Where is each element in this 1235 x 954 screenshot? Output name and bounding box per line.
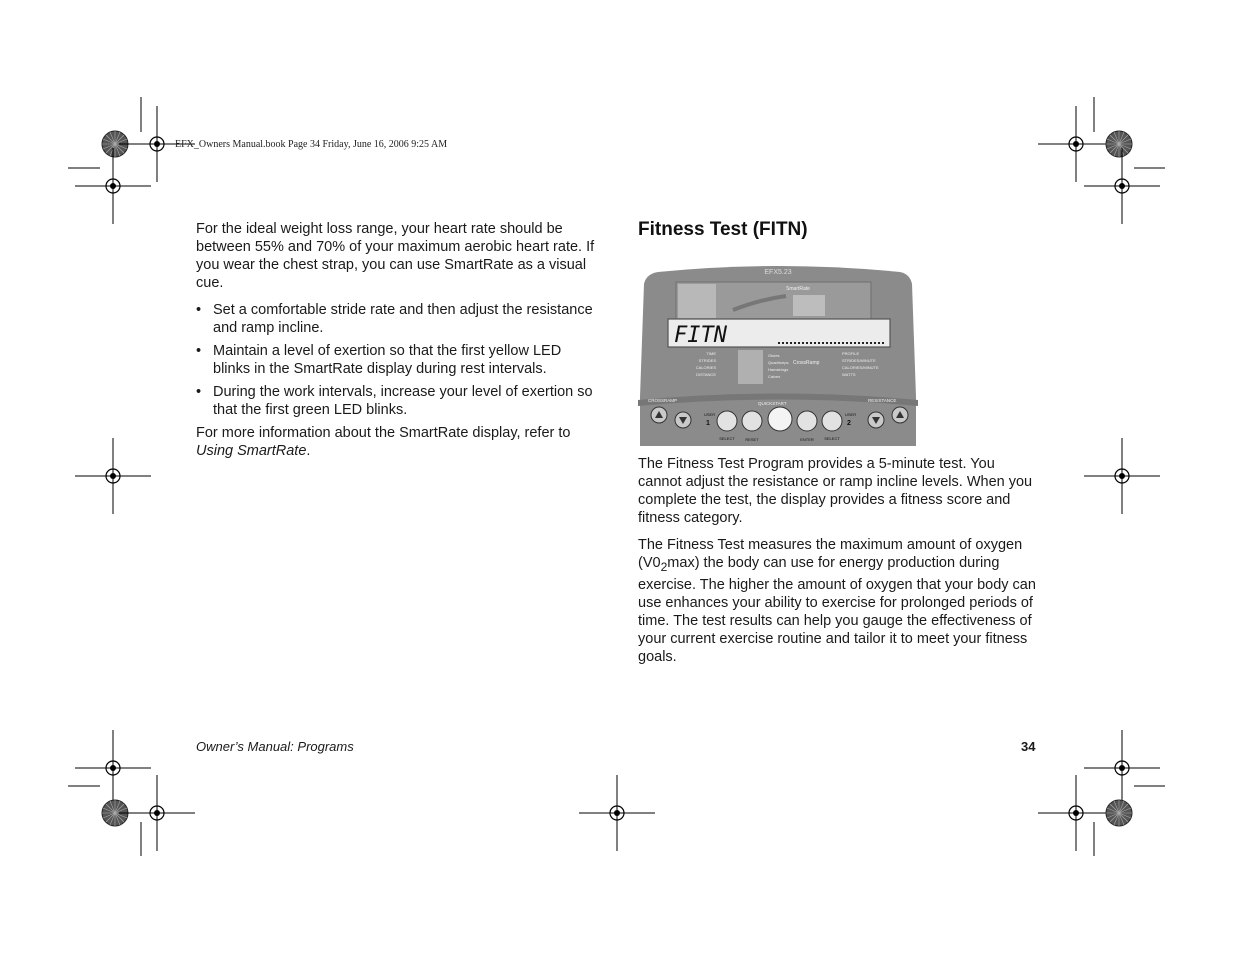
stat-label: CALORIES xyxy=(695,365,716,370)
reset-button[interactable] xyxy=(742,411,762,431)
muscle-label: Calves xyxy=(768,374,781,379)
caution-label xyxy=(678,284,716,318)
bullet-icon: • xyxy=(196,302,202,318)
resistance-label: RESISTANCE xyxy=(868,398,897,403)
fitness-test-description: The Fitness Test Program provides a 5-minute test. You cannot adjust the resistance or ramp incline levels. When you complete the test, the display provides a fitness score and fitness category. xyxy=(638,456,1033,526)
section-heading: Fitness Test (FITN) xyxy=(638,219,808,240)
crossramp-label: CROSSRAMP xyxy=(648,398,678,403)
bullet-text: Set a comfortable stride rate and then adjust the resistance and ramp incline. xyxy=(213,302,593,336)
muscle-label: Glutes xyxy=(768,353,780,358)
quickstart-button[interactable] xyxy=(768,407,792,431)
list-item xyxy=(196,342,601,378)
enter-button[interactable] xyxy=(797,411,817,431)
smartrate-reference-link[interactable]: Using SmartRate xyxy=(196,443,307,459)
outro-paragraph xyxy=(196,424,601,460)
quickstart-label: QUICKSTART xyxy=(758,401,787,406)
user2-label: USER xyxy=(845,412,857,417)
book-file-header: EFX_Owners Manual.book Page 34 Friday, June 16, 2006 9:25 AM xyxy=(175,139,448,150)
list-item xyxy=(196,301,601,337)
select-left-label: SELECT xyxy=(719,436,735,441)
outro-text: For more information about the SmartRate display, refer to xyxy=(196,425,571,441)
stat-label: TIME xyxy=(706,351,716,356)
smartrate-readout xyxy=(793,295,825,316)
bullet-text: During the work intervals, increase your level of exertion so that the first green LED blinks. xyxy=(213,384,593,418)
bullet-icon: • xyxy=(196,384,202,400)
select-right-label: SELECT xyxy=(824,436,840,441)
vo2-text-start: The Fitness Test measures the maximum amount of oxygen (V0 xyxy=(638,537,1023,571)
user2-number: 2 xyxy=(847,420,851,427)
select-right-button[interactable] xyxy=(822,411,842,431)
muscle-label: Hamstrings xyxy=(768,367,789,372)
tips-list xyxy=(196,301,601,419)
smartrate-label: SmartRate xyxy=(786,286,810,292)
vo2-text-end: max) the body can use for energy production during exercise. The higher the amount of oxygen that your body can use enhances your ability to exercise for prolonged periods of time. The test results can help you gauge the effectiveness of your current exercise routine and tailor it to meet your fitness goals. xyxy=(638,555,1036,665)
page-number: 34 xyxy=(1021,739,1036,754)
enter-label: ENTER xyxy=(800,437,814,442)
intro-paragraph: For the ideal weight loss range, your heart rate should be between 55% and 70% of your maximum aerobic heart rate. If you wear the chest strap, you can use SmartRate as a visual cue. xyxy=(196,221,595,291)
stat-label: CALORIES/MINUTE xyxy=(842,365,879,370)
muscle-figure xyxy=(738,350,763,384)
vo2max-paragraph xyxy=(638,536,1038,666)
bullet-text: Maintain a level of exertion so that the first yellow LED blinks in the SmartRate display during rest intervals. xyxy=(213,343,562,377)
console-illustration xyxy=(638,262,918,446)
select-left-button[interactable] xyxy=(717,411,737,431)
stat-label: PROFILE xyxy=(842,351,860,356)
console-model: EFX5.23 xyxy=(764,269,792,276)
bullet-icon: • xyxy=(196,343,202,359)
vo2-subscript: 2 xyxy=(660,559,668,574)
crossramp-logo: CrossRamp xyxy=(793,360,820,366)
reset-label: RESET xyxy=(745,437,759,442)
stat-label: DISTANCE xyxy=(696,372,716,377)
muscle-label: Quadriceps xyxy=(768,360,789,365)
user1-number: 1 xyxy=(706,420,710,427)
left-column xyxy=(196,220,601,469)
footer-section-title: Owner’s Manual: Programs xyxy=(196,739,354,754)
stat-label: STRIDES/MINUTE xyxy=(842,358,876,363)
user1-label: USER xyxy=(704,412,716,417)
lcd-text: FITN xyxy=(674,323,727,348)
stat-label: WATTS xyxy=(842,372,856,377)
outro-period: . xyxy=(306,443,311,459)
stat-label: STRIDES xyxy=(698,358,716,363)
right-column xyxy=(638,455,1038,675)
list-item xyxy=(196,383,601,419)
